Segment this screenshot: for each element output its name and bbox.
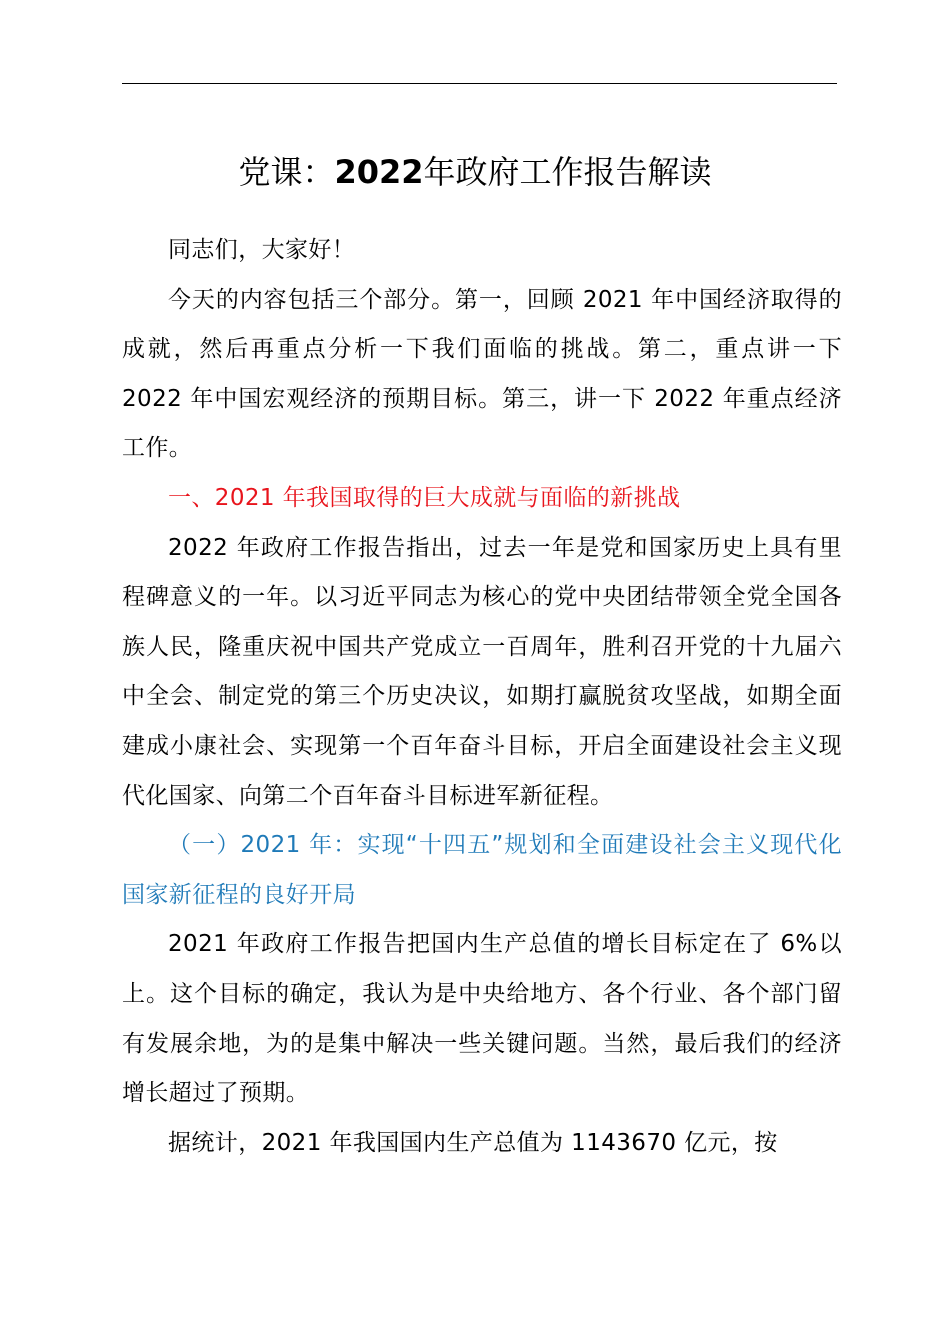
document-title [0,148,950,196]
body-paragraph-2: 2021 年政府工作报告把国内生产总值的增长目标定在了 6%以上。这个目标的确定，我认为是中央给地方、各个行业、各个部门留有发展余地，为的是集中解决一些关键问题。当然，最后我们的经济增长超过了预期。 [122,931,842,1107]
greeting-paragraph: 同志们，大家好！ [168,237,356,263]
body-paragraph-3: 据统计，2021 年我国国内生产总值为 1143670 亿元，按 [168,1129,778,1156]
title-prefix: 党课： [238,153,335,191]
title-suffix: 年政府工作报告解读 [423,153,712,191]
header-rule [122,83,837,84]
document-body [122,226,842,1168]
title-year: 2022 [334,153,424,191]
body-paragraph-1: 2022 年政府工作报告指出，过去一年是党和国家历史上具有里程碑意义的一年。以习近平同志为核心的党中央团结带领全党全国各族人民，隆重庆祝中国共产党成立一百周年，胜利召开党的十九届六中全会、制定党的第三个历史决议，如期打赢脱贫攻坚战，如期全面建成小康社会、实现第一个百年奋斗目标，开启全面建设社会主义现代化国家、向第二个百年奋斗目标进军新征程。 [122,534,842,809]
intro-paragraph: 今天的内容包括三个部分。第一，回顾 2021 年中国经济取得的成就，然后再重点分析一下我们面临的挑战。第二，重点讲一下 2022 年中国宏观经济的预期目标。第三，讲一下 2022 年重点经济工作。 [122,286,842,462]
subsection-heading-1: （一）2021 年：实现“十四五”规划和全面建设社会主义现代化国家新征程的良好开局 [122,832,842,908]
section-heading-1: 一、2021 年我国取得的巨大成就与面临的新挑战 [168,484,681,511]
